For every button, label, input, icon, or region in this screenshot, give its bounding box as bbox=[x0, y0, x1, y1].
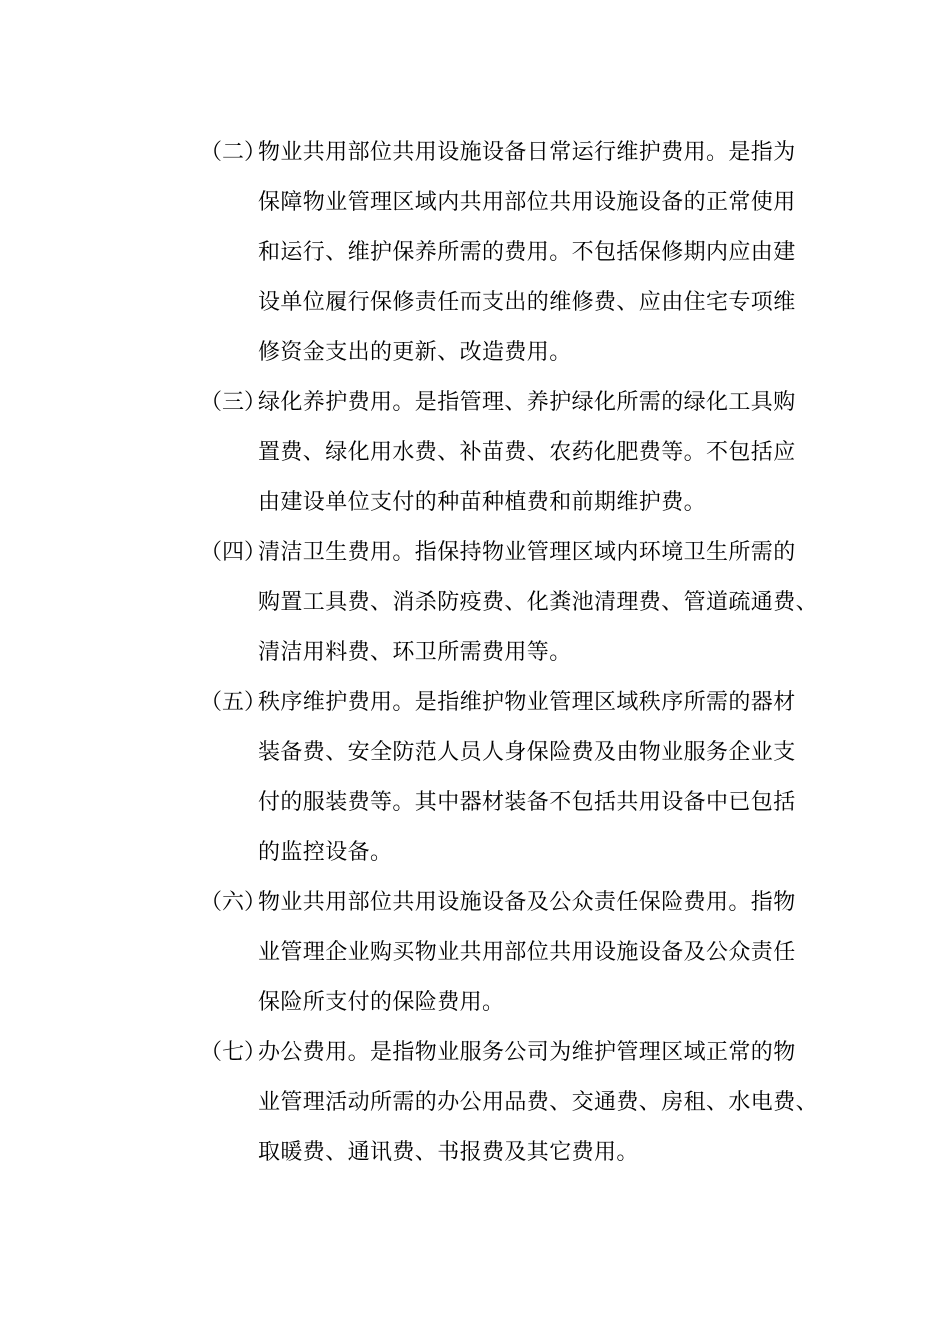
list-item bbox=[200, 678, 840, 878]
text-line: 保险所支付的保险费用。 bbox=[258, 990, 505, 1015]
list-item bbox=[200, 128, 840, 378]
list-item bbox=[200, 528, 840, 678]
list-item bbox=[200, 378, 840, 528]
text-line: 业管理活动所需的办公用品费、交通费、房租、水电费、 bbox=[258, 1090, 819, 1115]
text-line: 清洁卫生费用。指保持物业管理区域内环境卫生所需的 bbox=[258, 540, 796, 565]
text-line: 由建设单位支付的种苗种植费和前期维护费。 bbox=[258, 490, 707, 515]
item-number: （三） bbox=[200, 390, 267, 415]
item-text bbox=[258, 528, 840, 678]
text-line: 购置工具费、消杀防疫费、化粪池清理费、管道疏通费、 bbox=[258, 590, 819, 615]
item-number: （七） bbox=[200, 1040, 267, 1065]
item-number: （六） bbox=[200, 890, 267, 915]
text-line: 秩序维护费用。是指维护物业管理区域秩序所需的器材 bbox=[258, 690, 796, 715]
text-line: 装备费、安全防范人员人身保险费及由物业服务企业支 bbox=[258, 740, 796, 765]
item-text bbox=[258, 678, 840, 878]
text-line: 和运行、维护保养所需的费用。不包括保修期内应由建 bbox=[258, 240, 796, 265]
item-text bbox=[258, 1028, 840, 1178]
item-number: （四） bbox=[200, 540, 267, 565]
list-item bbox=[200, 878, 840, 1028]
item-text bbox=[258, 878, 840, 1028]
text-line: 办公费用。是指物业服务公司为维护管理区域正常的物 bbox=[258, 1040, 796, 1065]
text-line: 设单位履行保修责任而支出的维修费、应由住宅专项维 bbox=[258, 290, 796, 315]
text-line: 物业共用部位共用设施设备及公众责任保险费用。指物 bbox=[258, 890, 796, 915]
text-line: 置费、绿化用水费、补苗费、农药化肥费等。不包括应 bbox=[258, 440, 796, 465]
item-number: （二） bbox=[200, 140, 267, 165]
text-line: 付的服装费等。其中器材装备不包括共用设备中已包括 bbox=[258, 790, 796, 815]
list-item bbox=[200, 1028, 840, 1178]
text-line: 的监控设备。 bbox=[258, 840, 393, 865]
item-text bbox=[258, 378, 840, 528]
item-text bbox=[258, 128, 840, 378]
text-line: 修资金支出的更新、改造费用。 bbox=[258, 340, 572, 365]
text-line: 保障物业管理区域内共用部位共用设施设备的正常使用 bbox=[258, 190, 796, 215]
document-body bbox=[200, 128, 840, 1178]
text-line: 业管理企业购买物业共用部位共用设施设备及公众责任 bbox=[258, 940, 796, 965]
text-line: 物业共用部位共用设施设备日常运行维护费用。是指为 bbox=[258, 140, 796, 165]
text-line: 清洁用料费、环卫所需费用等。 bbox=[258, 640, 572, 665]
text-line: 取暖费、通讯费、书报费及其它费用。 bbox=[258, 1140, 639, 1165]
item-number: （五） bbox=[200, 690, 267, 715]
text-line: 绿化养护费用。是指管理、养护绿化所需的绿化工具购 bbox=[258, 390, 796, 415]
